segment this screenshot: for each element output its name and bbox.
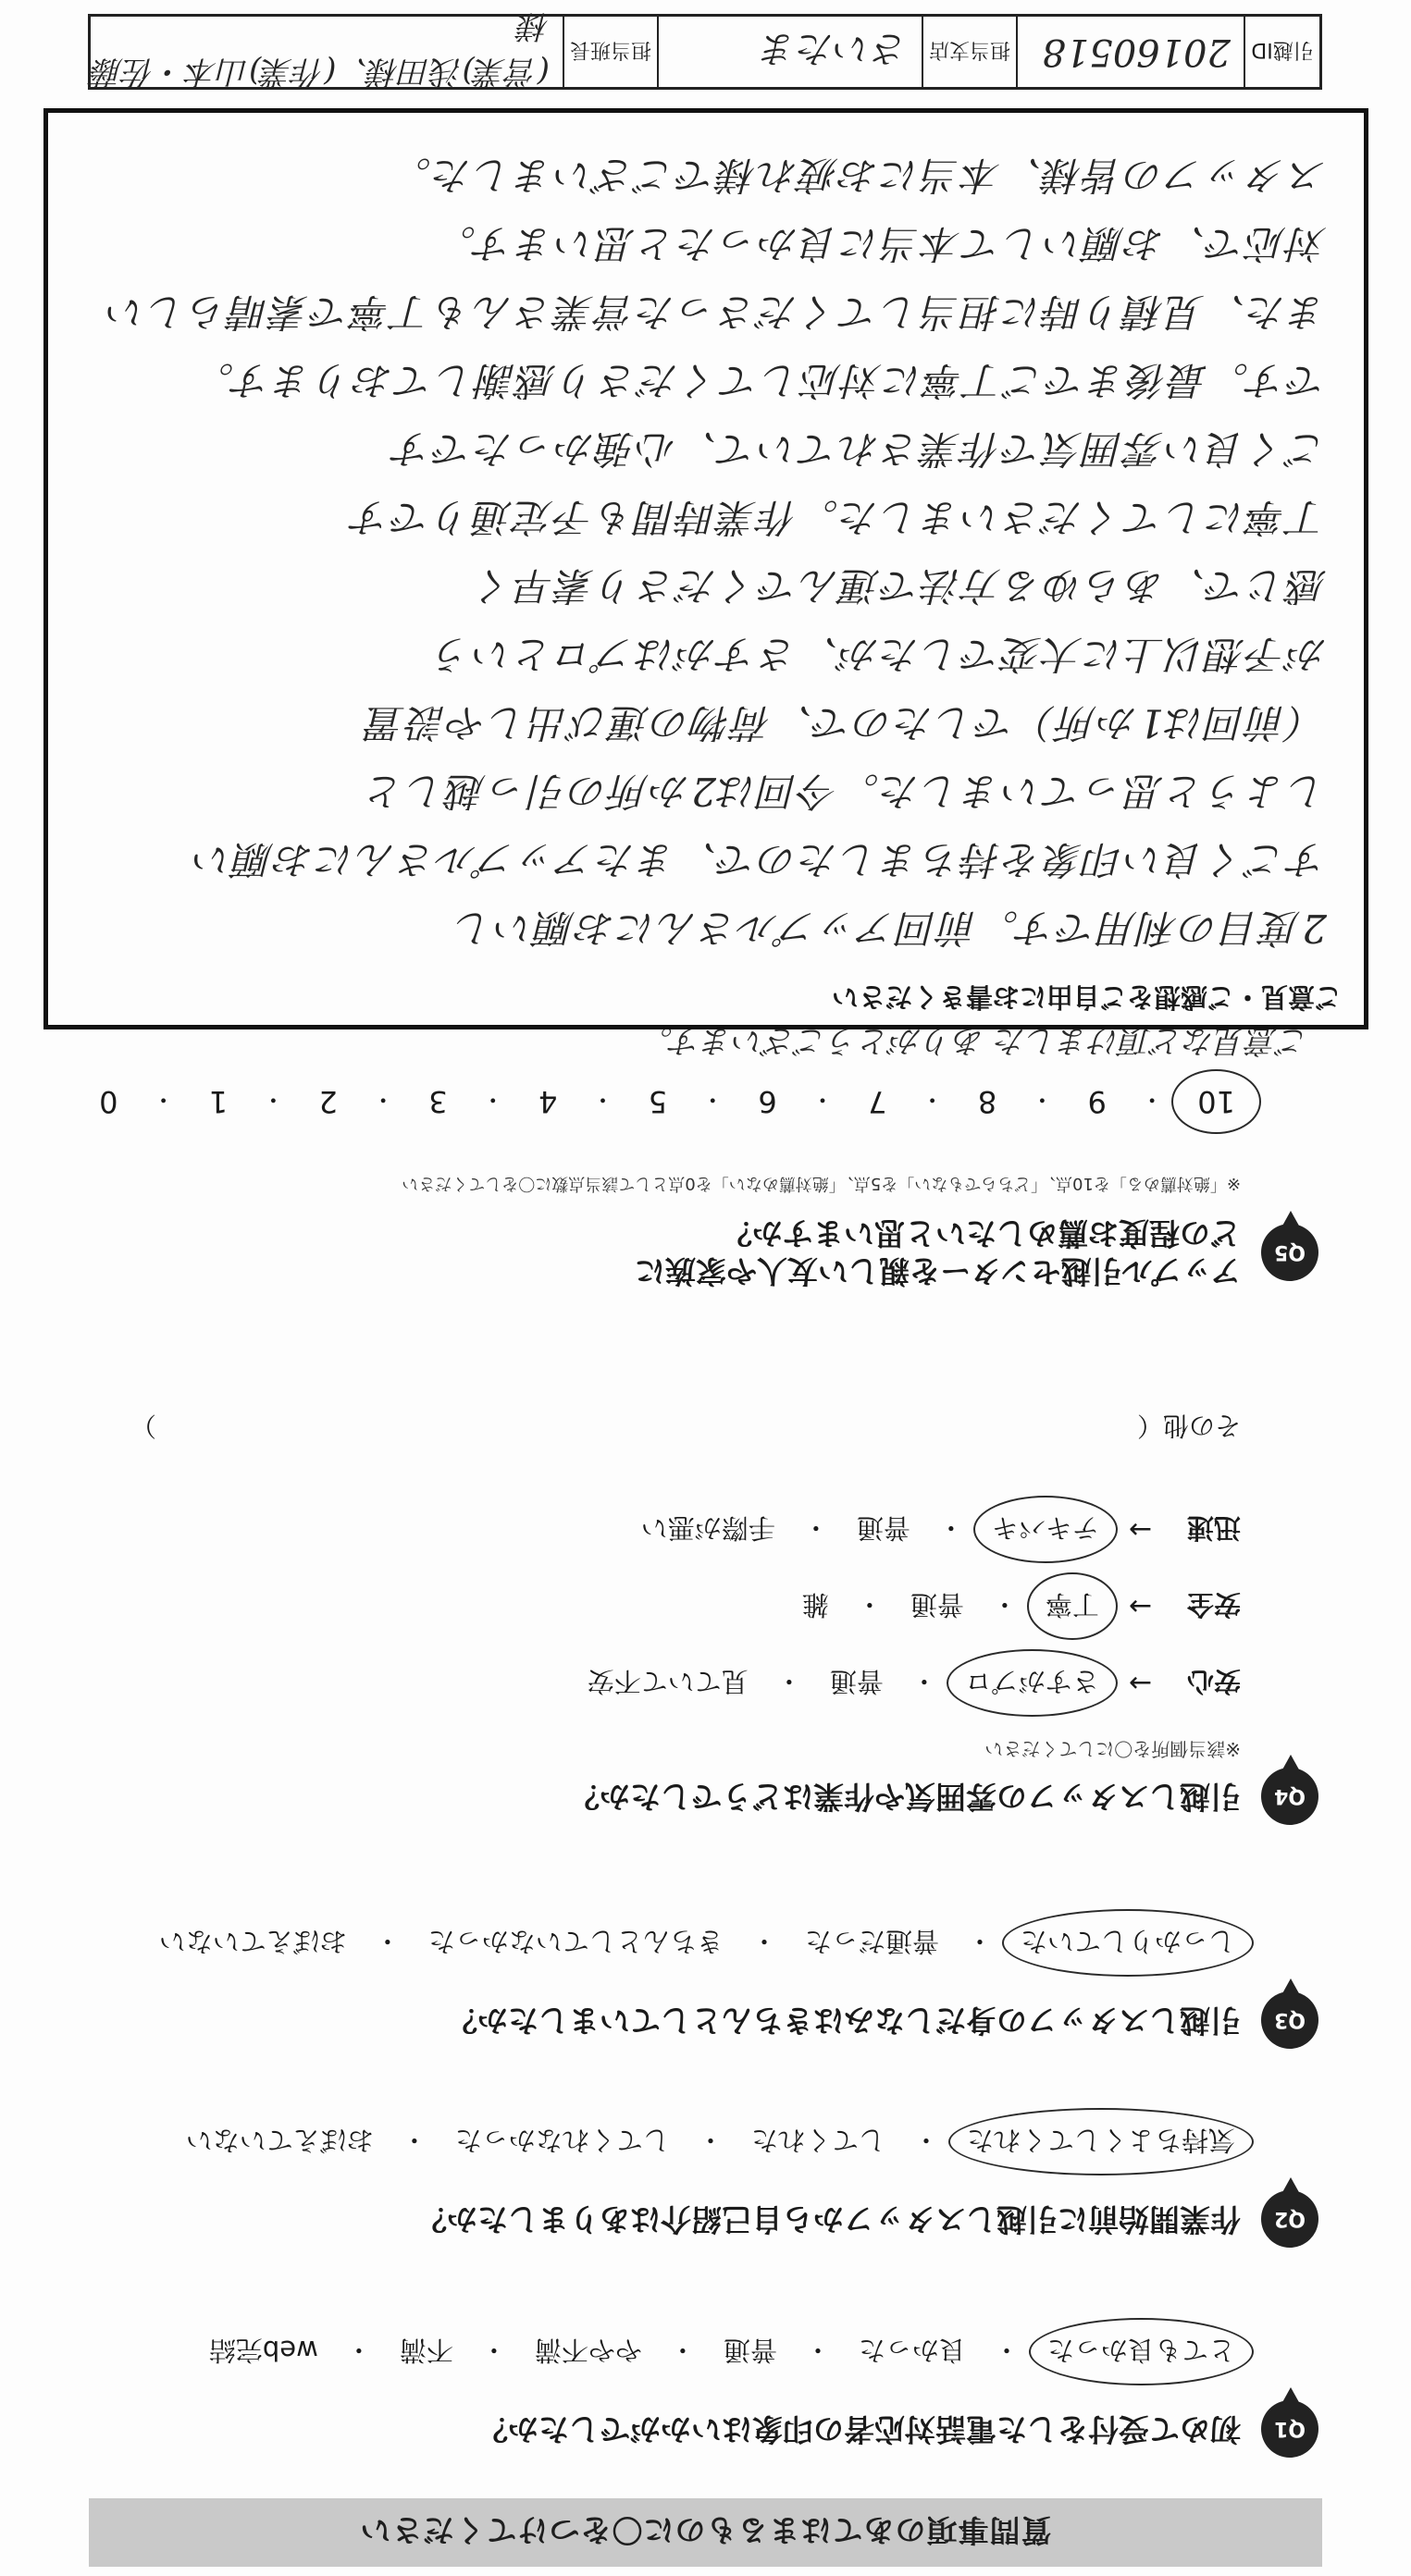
q1-option-1[interactable]: とても良かった [1042, 2329, 1241, 2374]
comment-line: です。最後までご丁寧に対応してくださり感謝しております。 [192, 358, 1327, 403]
question-3 [88, 1920, 1318, 2049]
comment-line: 丁寧にしてくださいました。作業時間も予定通りです [349, 495, 1327, 540]
staff-value[interactable]: (営業)浅田様、(作業)山本・佐藤様 [91, 7, 550, 90]
q5-score-0[interactable]: 0 [99, 1084, 118, 1119]
branch-label: 担当支店 [922, 17, 1016, 87]
q5-score-9[interactable]: 9 [1087, 1084, 1107, 1119]
comment-line: 感じで、あらゆる方法で運んでくださり素早く [472, 563, 1327, 609]
comments-box[interactable] [43, 108, 1368, 1029]
q4-row-1-option-1[interactable]: さすがプロ [959, 1660, 1105, 1706]
q4-row-3-label: 迅速 [1186, 1512, 1241, 1544]
q5-text-line1: アップル引越センターを親しい友人や家族に [634, 1253, 1241, 1289]
id-table [88, 7, 1322, 90]
comment-line: （前回は1か所）でしたので、荷物の運び出しや設置 [365, 700, 1327, 746]
arrow-right-icon: → [1128, 1513, 1152, 1546]
q3-option-3[interactable]: きちんとしていなかった [427, 1926, 724, 1957]
q4-text: 引越しスタッフの雰囲気や作業はどうでしたか？ [569, 1778, 1241, 1815]
q2-option-4[interactable]: おぼえていない [185, 2125, 374, 2156]
q4-row-jinsoku: 迅速 → テキパキ ・ 普通 ・ 手際が悪い [88, 1507, 1241, 1552]
q5-scale: 10 ・ 9 ・ 8 ・ 7 ・ 6 ・ 5 ・ 4 ・ 3 ・ 2 ・ 1 ・ 0 [93, 1084, 1241, 1119]
q4-row-3-option-3[interactable]: 手際が悪い [640, 1512, 775, 1544]
handwritten-carryover: ご意見など頂けました ありがとうございます。 [640, 1022, 1309, 1059]
q4-note: ※該当個所を〇にしてください [984, 1738, 1241, 1760]
q1-option-6[interactable]: web完結 [208, 2335, 318, 2366]
q4-other-label: その他（ [1136, 1411, 1241, 1441]
comments-heading: ご意見・ご感想をご自由にお書きください [831, 981, 1342, 1013]
q2-option-1[interactable]: 気持ちよくしてくれた [961, 2119, 1241, 2164]
q2-options: 気持ちよくしてくれた ・ してくれた ・ してくれなかった ・ おぼえていない [88, 2119, 1241, 2164]
q4-row-2-option-3[interactable]: 雑 [801, 1589, 829, 1621]
q3-badge: Q3 [1261, 1991, 1318, 2049]
q1-option-5[interactable]: 不満 [399, 2335, 453, 2366]
q4-row-1-option-2[interactable]: 普通 [829, 1666, 884, 1697]
comment-line: が予想以上に大変でしたが、さすがはプロという [430, 632, 1327, 677]
q2-text: 作業開始前に引越しスタッフから自己紹介はありましたか？ [416, 2200, 1241, 2237]
q5-score-7[interactable]: 7 [868, 1084, 887, 1119]
q5-badge: Q5 [1261, 1224, 1318, 1281]
comment-line: 2度目の利用です。前回アップルさんにお願いし [452, 906, 1327, 951]
q2-option-2[interactable]: してくれた [750, 2125, 885, 2156]
q4-row-anshin: 安心 → さすがプロ ・ 普通 ・ 見ていて不安 [88, 1660, 1241, 1706]
q4-row-3-option-1[interactable]: テキパキ [986, 1507, 1105, 1552]
q3-option-4[interactable]: おぼえていない [158, 1926, 347, 1957]
question-4 [88, 1507, 1318, 1825]
q1-option-4[interactable]: やや不満 [534, 2335, 642, 2366]
q4-row-1-label: 安心 [1186, 1666, 1241, 1697]
branch-value[interactable]: さいたま [657, 17, 922, 87]
q3-option-2[interactable]: 普通だった [804, 1926, 939, 1957]
q5-score-10[interactable]: 10 [1192, 1084, 1241, 1119]
staff-label: 担当班長 [563, 17, 657, 87]
q4-other-close: ） [130, 1411, 157, 1441]
q1-option-3[interactable]: 普通 [723, 2335, 777, 2366]
q5-note: ※「絶対薦める」を10点、「どちらでもない」を5点、「絶対薦めない」を0点として該当点数に〇をしてください [402, 1174, 1241, 1194]
q4-row-2-option-2[interactable]: 普通 [910, 1589, 964, 1621]
id-label: 引越ID [1244, 17, 1319, 87]
comment-line: しようと思っていました。今回は2か所の引っ越しと [364, 769, 1327, 814]
q5-score-2[interactable]: 2 [318, 1084, 338, 1119]
q4-badge: Q4 [1261, 1768, 1318, 1825]
q4-row-2-label: 安全 [1186, 1589, 1241, 1621]
q1-badge: Q1 [1261, 2400, 1318, 2458]
q4-row-1-option-3[interactable]: 見ていて不安 [587, 1666, 749, 1697]
comment-line: ごく良い雰囲気で作業されていて、心強かったです [390, 426, 1327, 472]
q4-row-3-option-2[interactable]: 普通 [856, 1512, 910, 1544]
q4-row-anzen: 安全 → 丁寧 ・ 普通 ・ 雑 [88, 1584, 1241, 1629]
q5-score-6[interactable]: 6 [758, 1084, 777, 1119]
q3-option-1[interactable]: しっかりしていた [1015, 1920, 1241, 1966]
q5-text-line2: どの程度お薦めしたいと思いますか？ [722, 1214, 1241, 1251]
question-1 [88, 2329, 1318, 2458]
comment-line: すごく良い印象を持ちましたので、またアップルさんにお願い [192, 837, 1327, 882]
q2-option-3[interactable]: してくれなかった [454, 2125, 670, 2156]
q5-score-4[interactable]: 4 [538, 1084, 558, 1119]
q3-text: 引越しスタッフの身だしなみはきちんとしていましたか？ [447, 2002, 1241, 2039]
q4-other-field[interactable] [130, 1409, 1241, 1446]
q5-score-1[interactable]: 1 [208, 1084, 229, 1119]
q4-row-2-option-1[interactable]: 丁寧 [1040, 1584, 1105, 1629]
comment-line: スタッフの皆様、本当にお疲れ様でございました。 [390, 153, 1327, 198]
q1-option-2[interactable]: 良かった [858, 2335, 966, 2366]
q3-options: しっかりしていた ・ 普通だった ・ きちんとしていなかった ・ おぼえていない [88, 1920, 1241, 1966]
instructions-banner: 質問事項のあてはまるものに〇をつけてください [89, 2498, 1322, 2567]
q1-options: とても良かった ・ 良かった ・ 普通 ・ やや不満 ・ 不満 ・ web完結 [88, 2329, 1241, 2374]
arrow-right-icon: → [1128, 1667, 1152, 1699]
q2-badge: Q2 [1261, 2190, 1318, 2248]
comment-line: 対応で、お願いして本当に良かったと思います。 [435, 221, 1327, 266]
id-value[interactable]: 20160518 [1016, 17, 1244, 87]
q5-score-8[interactable]: 8 [977, 1084, 997, 1119]
q5-score-5[interactable]: 5 [648, 1084, 668, 1119]
question-2 [88, 2119, 1318, 2248]
comment-line: また、見積り時に担当してくださった営業さんも丁寧で素晴らしい [105, 290, 1327, 335]
arrow-right-icon: → [1128, 1590, 1152, 1622]
question-5 [88, 1174, 1318, 1291]
q1-text: 初めて受付をした電話対応者の印象はいかがでしたか？ [477, 2410, 1241, 2447]
q5-score-3[interactable]: 3 [428, 1084, 448, 1119]
